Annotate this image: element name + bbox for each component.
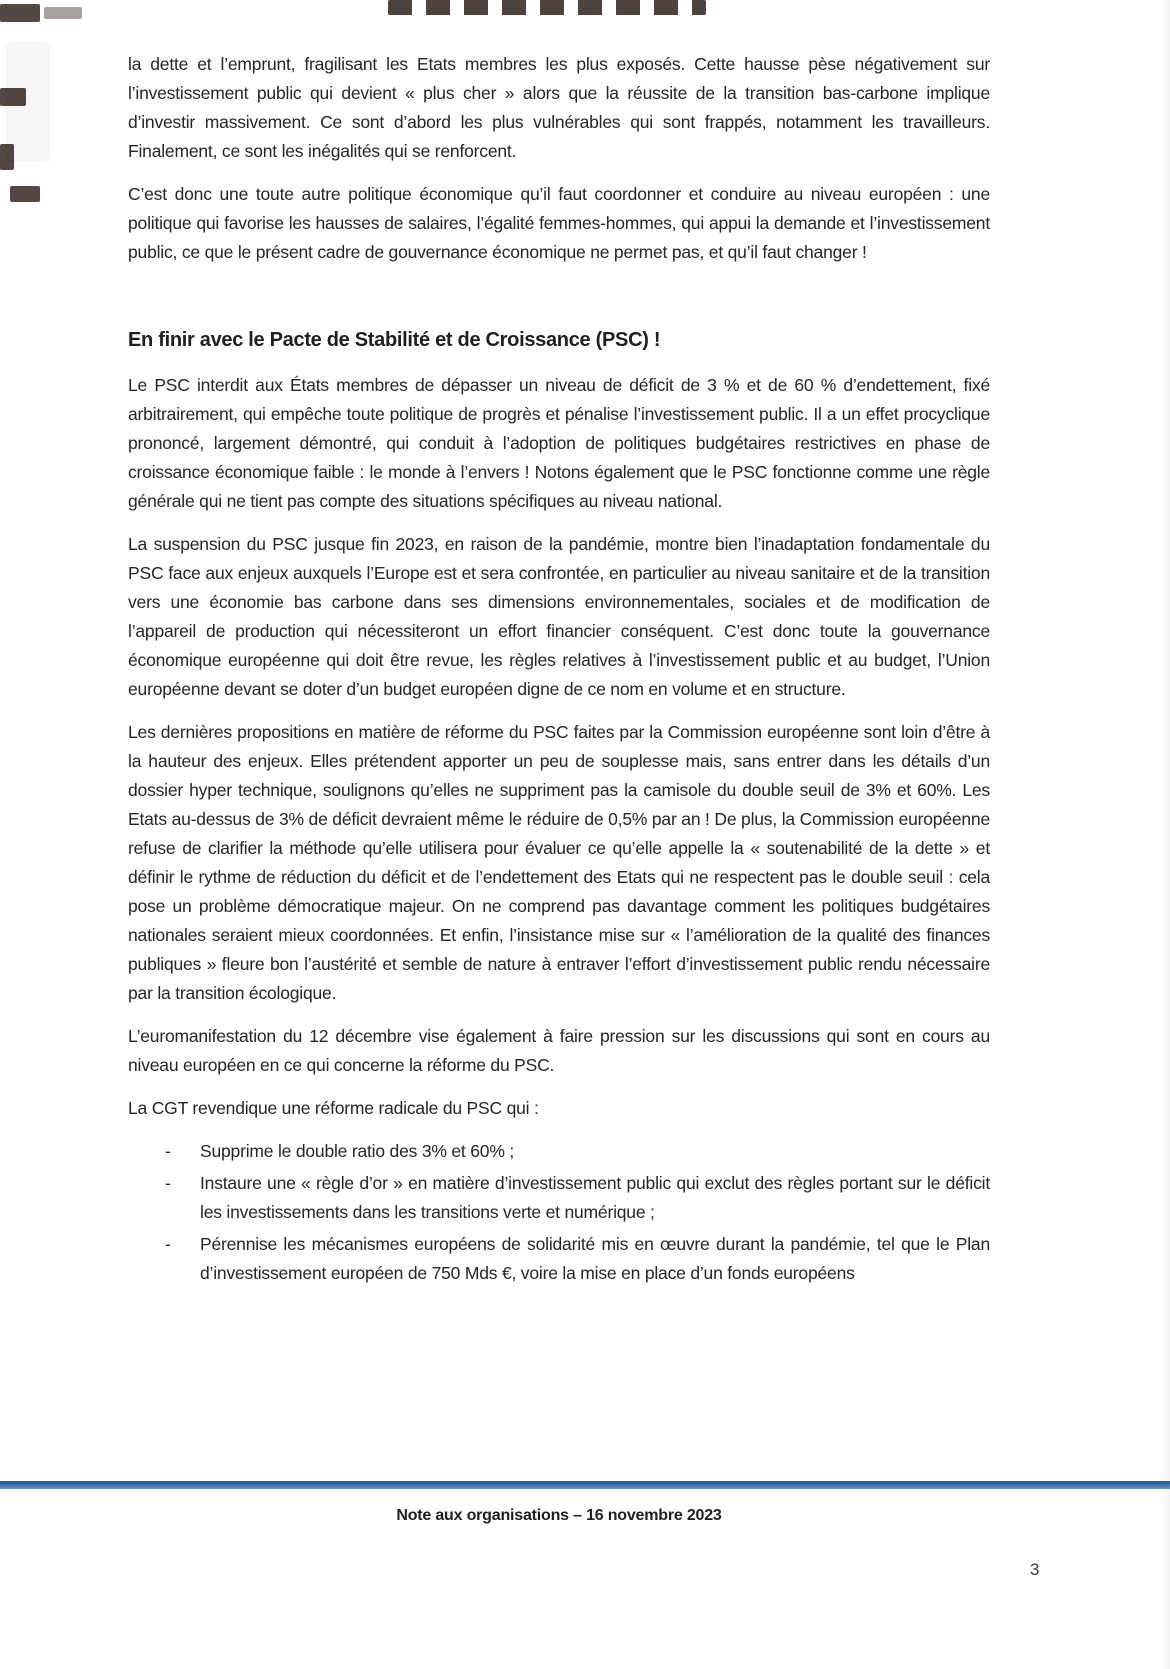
paragraph: C’est donc une toute autre politique économique qu’il faut coordonner et conduire au niveau européen : une politique qui favorise les hausses de salaires, l’égalité femmes-hommes, qui appui la demande et l’investissement public, ce que le présent cadre de gouvernance économique ne permet pas, et qu’il faut changer !	[128, 184, 990, 262]
footer-note: Note aux organisations – 16 novembre 2023	[396, 1507, 722, 1524]
paragraph: La suspension du PSC jusque fin 2023, en raison de la pandémie, montre bien l’inadaptation fondamentale du PSC face aux enjeux auxquels l’Europe est et sera confrontée, en particulier au niveau sanitaire et de la transition vers une économie bas carbone dans ses dimensions environnementales, sociales et de modification de l’appareil de production qui nécessiteront un effort financier conséquent. C’est donc toute la gouvernance économique européenne qui doit être revue, les règles relatives à l’investissement public et au budget, l’Union européenne devant se doter d’un budget européen digne de ce nom en volume et en structure.	[128, 534, 990, 699]
list-item	[128, 1137, 990, 1166]
bullet-marker: -	[165, 1234, 171, 1254]
footer-rule	[0, 1481, 1170, 1489]
bullet-marker: -	[165, 1173, 171, 1193]
paragraph: Le PSC interdit aux États membres de dépasser un niveau de déficit de 3 % et de 60 % d’endettement, fixé arbitrairement, qui empêche toute politique de progrès et pénalise l’investissement public. Il a un effet procyclique prononcé, largement démontré, qui conduit à l’adoption de politiques budgétaires restrictives en phase de croissance économique faible : le monde à l’envers ! Notons également que le PSC fonctionne comme une règle générale qui ne tient pas compte des situations spécifiques au niveau national.	[128, 375, 990, 511]
paragraph: la dette et l’emprunt, fragilisant les Etats membres les plus exposés. Cette hausse pèse négativement sur l’investissement public qui devient « plus cher » alors que la réussite de la transition bas-carbone implique d’investir massivement. Ce sont d’abord les plus vulnérables qui sont frappés, notamment les travailleurs. Finalement, ce sont les inégalités qui se renforcent.	[128, 54, 990, 161]
scan-artifact	[10, 186, 40, 202]
paragraph: La CGT revendique une réforme radicale du PSC qui :	[128, 1098, 539, 1118]
list-item	[128, 1169, 990, 1227]
bullet-marker: -	[165, 1141, 171, 1161]
list-item	[128, 1230, 990, 1288]
scan-artifact-top	[388, 0, 706, 15]
scan-artifact	[44, 7, 82, 19]
document-body	[128, 50, 990, 1291]
paragraph: Les dernières propositions en matière de réforme du PSC faites par la Commission européenne sont loin d’être à la hauteur des enjeux. Elles prétendent apporter un peu de souplesse mais, sans entrer dans les détails d’un dossier hyper technique, soulignons qu’elles ne suppriment pas la camisole du double seuil de 3% et 60%. Les Etats au-dessus de 3% de déficit devraient même le réduire de 0,5% par an ! De plus, la Commission européenne refuse de clarifier la méthode qu’elle utilisera pour évaluer ce qu’elle appelle la « soutenabilité de la dette » et définir le rythme de réduction du déficit et de l’endettement des Etats qui ne respectent pas le double seuil : cela pose un problème démocratique majeur. On ne comprend pas davantage comment les politiques budgétaires nationales seraient mieux coordonnées. Et enfin, l’insistance mise sur « l’amélioration de la qualité des finances publiques » fleure bon l’austérité et semble de nature à entraver l’effort d’investissement public rendu nécessaire par la transition écologique.	[128, 722, 990, 1003]
scan-shade-right	[1160, 0, 1170, 1669]
bullet-text: Pérennise les mécanismes européens de solidarité mis en œuvre durant la pandémie, tel que le Plan d’investissement européen de 750 Mds €, voire la mise en place d’un fonds européens	[200, 1234, 990, 1283]
scan-artifact	[0, 4, 40, 22]
paragraph: L’euromanifestation du 12 décembre vise également à faire pression sur les discussions qui sont en cours au niveau européen en ce qui concerne la réforme du PSC.	[128, 1026, 990, 1075]
bullet-list	[128, 1137, 990, 1288]
page-number: 3	[1030, 1560, 1040, 1579]
bullet-text: Instaure une « règle d’or » en matière d’investissement public qui exclut des règles portant sur le déficit les investissements dans les transitions verte et numérique ;	[200, 1173, 990, 1222]
scan-artifact	[6, 42, 50, 162]
bullet-text: Supprime le double ratio des 3% et 60% ;	[200, 1141, 514, 1161]
section-heading: En finir avec le Pacte de Stabilité et de Croissance (PSC) !	[128, 329, 661, 351]
